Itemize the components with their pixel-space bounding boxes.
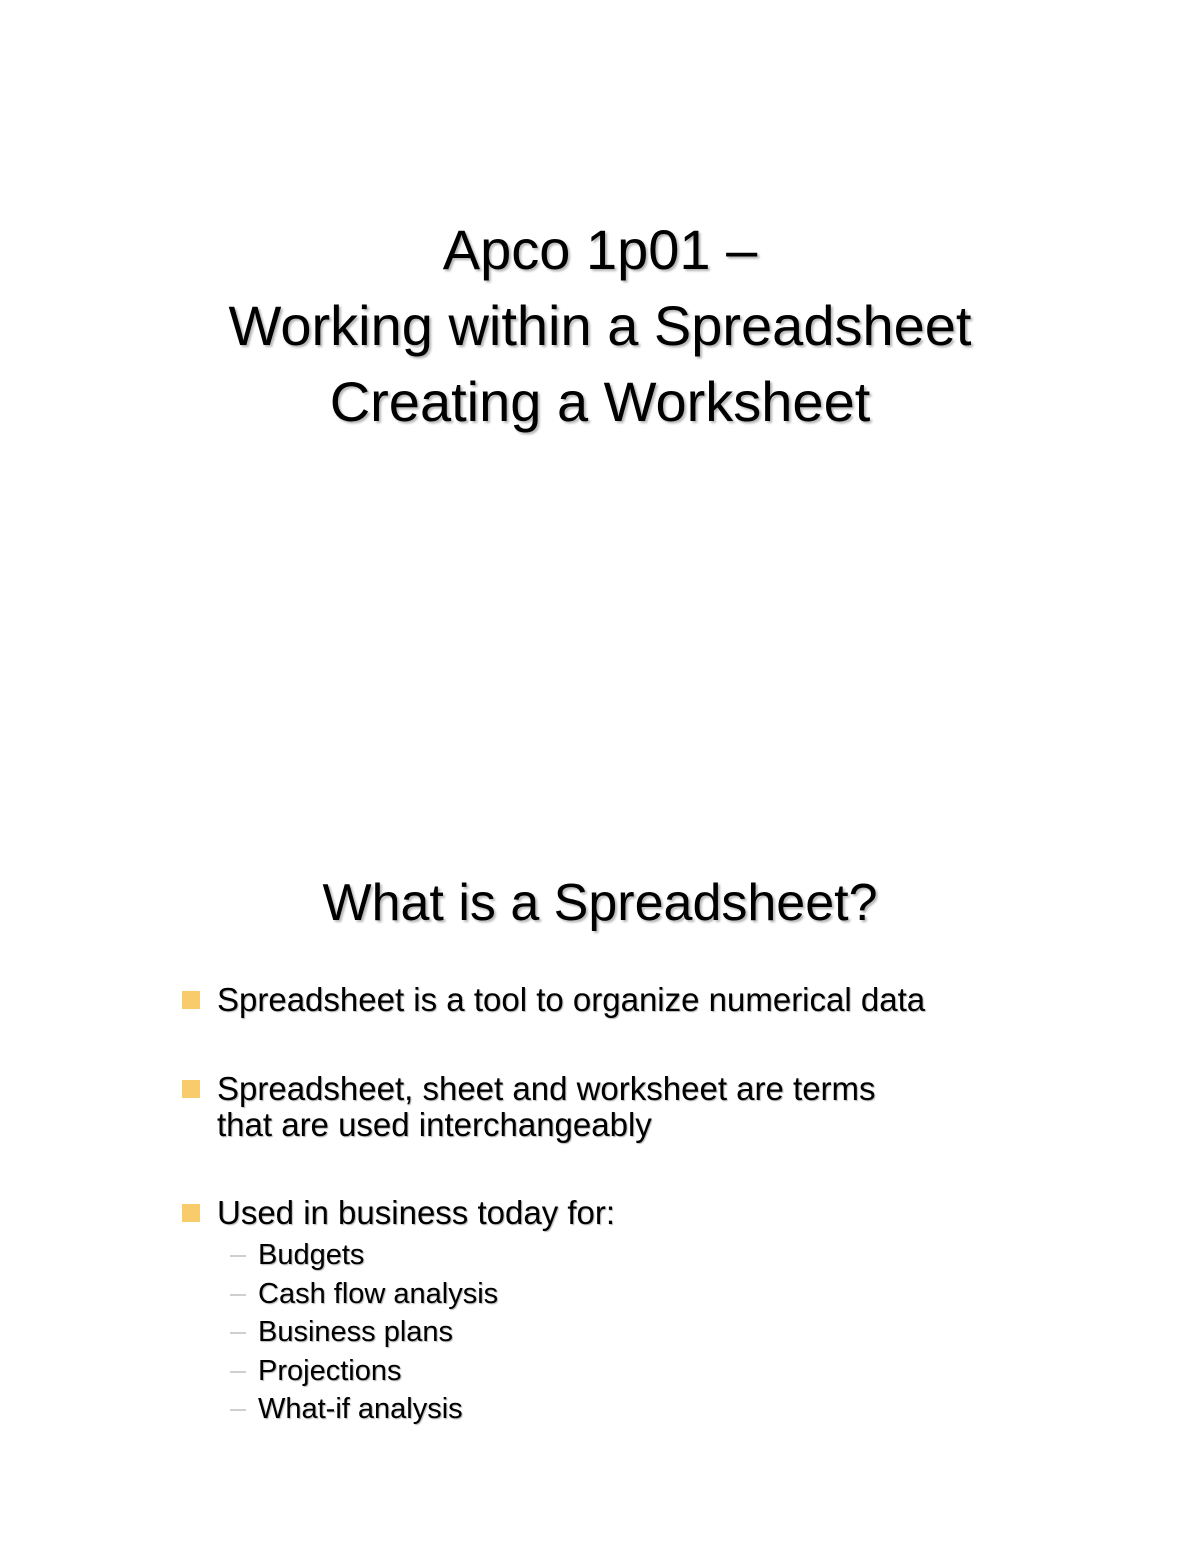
bullet-item bbox=[217, 982, 925, 1018]
sub-item-text: Cash flow analysis bbox=[258, 1277, 499, 1310]
sub-item-text: Projections bbox=[258, 1354, 402, 1387]
dash-icon bbox=[230, 1409, 246, 1411]
slide-1-title-line: Working within a Spreadsheet bbox=[228, 294, 972, 357]
bullet-text: that are used interchangeably bbox=[217, 1106, 652, 1143]
square-bullet-icon bbox=[182, 1080, 200, 1098]
sub-item bbox=[230, 1313, 498, 1352]
sub-item-list bbox=[230, 1236, 498, 1429]
dash-icon bbox=[230, 1294, 246, 1296]
slide-1-title-line: Apco 1p01 – bbox=[442, 218, 758, 281]
bullet-item bbox=[217, 1071, 876, 1143]
bullet-item bbox=[217, 1195, 615, 1231]
slide-1-title-line: Creating a Worksheet bbox=[329, 370, 871, 433]
square-bullet-icon bbox=[182, 1204, 200, 1222]
sub-item-text: Budgets bbox=[258, 1239, 365, 1271]
dash-icon bbox=[230, 1371, 246, 1373]
slide-1-title bbox=[0, 212, 1200, 440]
sub-item-text: What-if analysis bbox=[258, 1393, 463, 1425]
dash-icon bbox=[230, 1255, 246, 1257]
sub-item-text: Business plans bbox=[258, 1316, 454, 1348]
slide-2-title: What is a Spreadsheet? bbox=[322, 874, 878, 932]
sub-item bbox=[230, 1275, 498, 1314]
bullet-text: Spreadsheet is a tool to organize numerical data bbox=[217, 981, 926, 1018]
sub-item bbox=[230, 1236, 498, 1275]
bullet-text: Used in business today for: bbox=[217, 1194, 616, 1231]
square-bullet-icon bbox=[182, 991, 200, 1009]
sub-item bbox=[230, 1352, 498, 1391]
dash-icon bbox=[230, 1332, 246, 1334]
sub-item bbox=[230, 1390, 498, 1429]
bullet-text: Spreadsheet, sheet and worksheet are terms bbox=[217, 1070, 876, 1107]
